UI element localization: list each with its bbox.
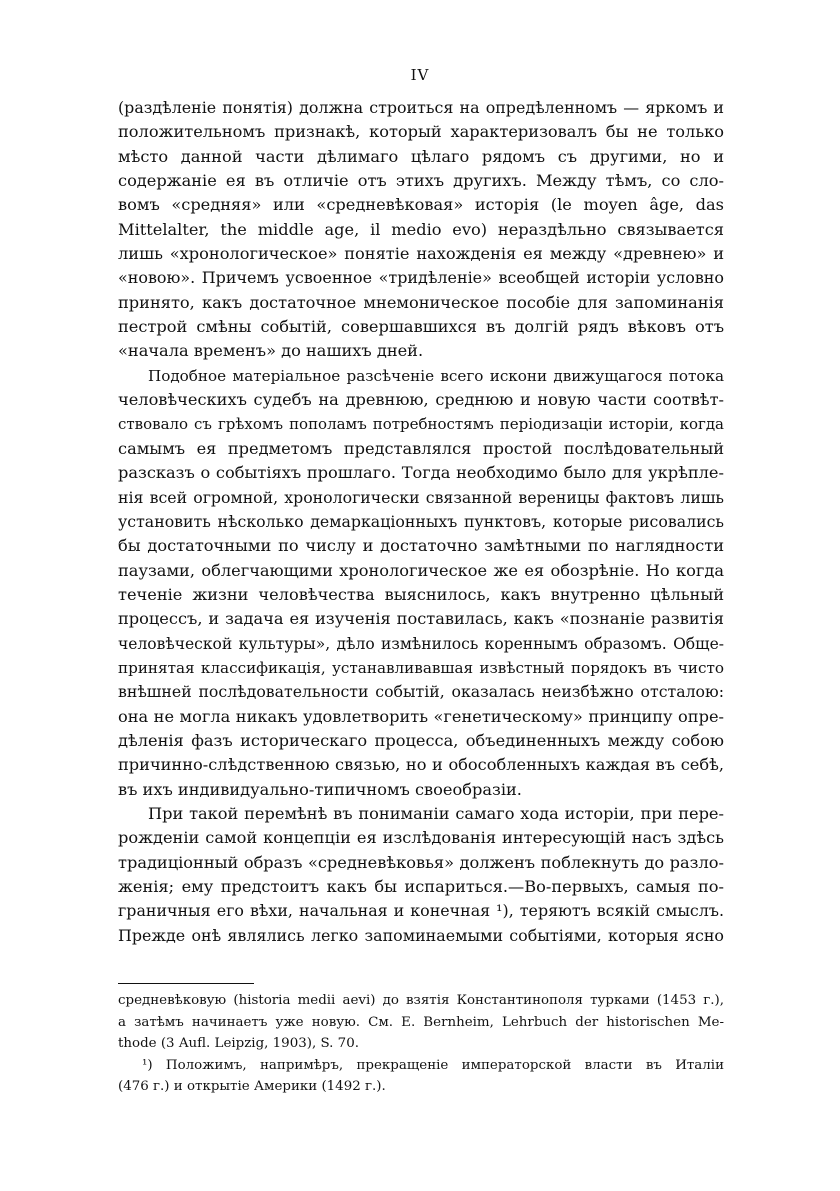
text-line: пестрой смѣны событій, совершавшихся въ долгій рядъ вѣковъ отъ [118, 317, 724, 337]
text-line: теченіе жизни человѣчества выяснилось, какъ внутренно цѣльный [118, 584, 724, 604]
text-line: внѣшней послѣдовательности событій, оказалась неизбѣжно отсталою: [118, 682, 724, 702]
footnote-1: ¹) Положимъ, напримѣръ, прекращеніе императорской власти въ Италіи [142, 1057, 724, 1073]
text-line: дѣленія фазъ историческаго процесса, объединенныхъ между собою [118, 730, 724, 750]
text-line: Прежде онѣ являлись легко запоминаемыми событіями, которыя ясно [118, 925, 724, 945]
footnotes [118, 990, 724, 1098]
text-line: самымъ ея предметомъ представлялся простой послѣдовательный [118, 438, 724, 458]
text-line: содержаніе ея въ отличіе отъ этихъ другихъ. Между тѣмъ, со сло- [118, 171, 724, 191]
text-line: граничныя его вѣхи, начальная и конечная ¹), теряютъ всякій смыслъ. [118, 901, 724, 921]
main-text [118, 96, 724, 948]
text-line: установить нѣсколько демаркаціонныхъ пунктовъ, которые рисовались [118, 511, 724, 531]
page-number: IV [410, 66, 430, 84]
footnote-line: thode (3 Aufl. Leipzig, 1903), S. 70. [118, 1036, 359, 1051]
text-line: въ ихъ индивидуально-типичномъ своеобразіи. [118, 779, 522, 799]
footnote-line: (476 г.) и открытіе Америки (1492 г.). [118, 1079, 386, 1094]
text-line: причинно-слѣдственною связью, но и обособленныхъ каждая въ себѣ, [118, 755, 724, 775]
paragraph-start-line: Подобное матеріальное разсѣченіе всего искони движущагося потока [148, 366, 724, 385]
text-line: паузами, облегчающими хронологическое же ея обозрѣніе. Но когда [118, 560, 724, 580]
text-line: принято, какъ достаточное мнемоническое пособіе для запоминанія [118, 292, 724, 312]
text-line: процессъ, и задача ея изученія поставилась, какъ «познаніе развитія [118, 609, 724, 629]
text-line: вомъ «средняя» или «средневѣковая» исторія (le moyen âge, das [118, 195, 724, 215]
paragraph-start-line: При такой перемѣнѣ въ пониманіи самаго хода исторіи, при пере- [148, 803, 724, 823]
footnote-line: средневѣковую (historia medii aevi) до взятія Константинополя турками (1453 г.), [118, 993, 724, 1008]
text-line: рожденіи самой концепціи ея изслѣдованія интересующій насъ здѣсь [118, 828, 724, 848]
text-line: принятая классификація, устанавливавшая извѣстный порядокъ въ чисто [118, 658, 724, 677]
text-line: (раздѣленіе понятія) должна строиться на опредѣленномъ — яркомъ и [118, 98, 724, 117]
text-line: мѣсто данной части дѣлимаго цѣлаго рядомъ съ другими, но и [118, 146, 724, 166]
text-line: она не могла никакъ удовлетворить «генетическому» принципу опре- [118, 706, 724, 726]
text-line: бы достаточными по числу и достаточно замѣтными по наглядности [118, 536, 724, 556]
text-line: человѣческой культуры», дѣло измѣнилось кореннымъ образомъ. Обще- [118, 634, 724, 653]
footnote-line: а затѣмъ начинаетъ уже новую. См. E. Bernheim, Lehrbuch der historischen Me- [118, 1014, 724, 1030]
text-line: положительномъ признакѣ, который характеризовалъ бы не только [118, 122, 724, 142]
text-line: лишь «хронологическое» понятіе нахожденія ея между «древнею» и [118, 244, 724, 264]
text-line: разсказъ о событіяхъ прошлаго. Тогда необходимо было для укрѣпле- [118, 463, 724, 483]
text-line: традиціонный образъ «средневѣковья» долженъ поблекнуть до разло- [118, 852, 724, 872]
text-line: ствовало съ грѣхомъ пополамъ потребностямъ періодизаціи исторіи, когда [118, 415, 724, 434]
text-line: «начала временъ» до нашихъ дней. [118, 341, 424, 361]
text-line: женія; ему предстоитъ какъ бы испариться.—Во-первыхъ, самыя по- [118, 877, 724, 896]
text-line: Mittelalter, the middle age, il medio evo) нераздѣльно связывается [118, 219, 724, 239]
text-line: нія всей огромной, хронологически связанной вереницы фактовъ лишь [118, 487, 724, 507]
text-line: человѣческихъ судебъ на древнюю, среднюю и новую части соотвѣт- [118, 390, 724, 410]
footnote-separator [118, 983, 254, 984]
text-line: «новою». Причемъ усвоенное «тридѣленіе» всеобщей исторіи условно [118, 268, 724, 288]
